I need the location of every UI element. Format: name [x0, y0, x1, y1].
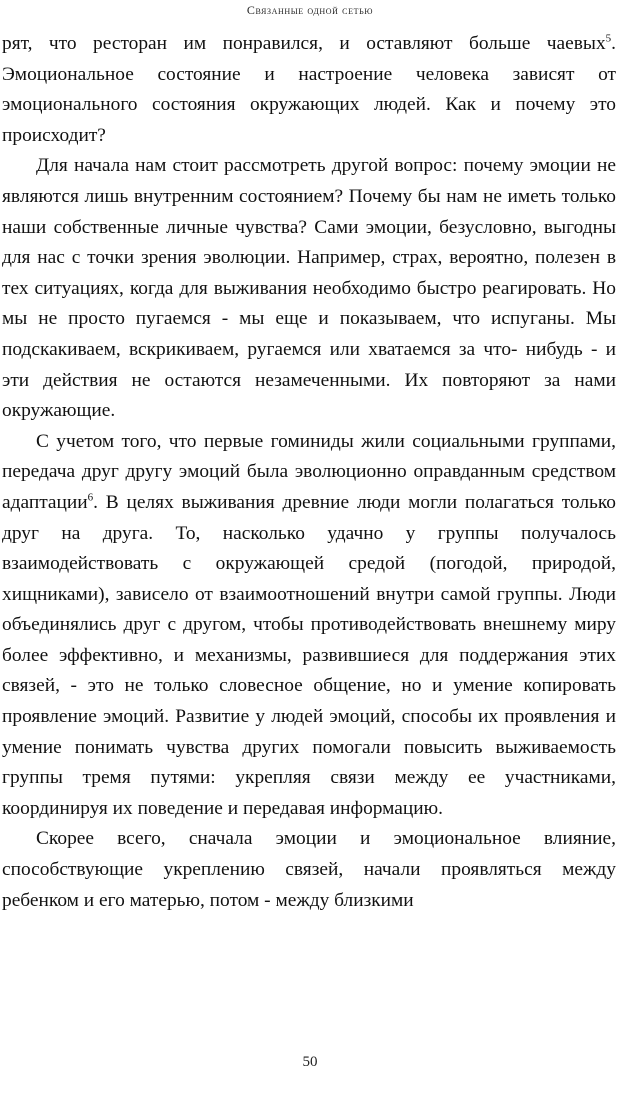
footnote-ref-5: 5 — [605, 32, 612, 45]
paragraph-3 — [2, 427, 616, 825]
body-text — [2, 29, 616, 916]
paragraph-1-text-a: рят, что ресторан им понравился, и оставляют больше чаевых — [2, 33, 606, 54]
running-title: Связанные одной сетью — [246, 3, 374, 17]
paragraph-1 — [2, 29, 616, 151]
paragraph-4: Скорее всего, сначала эмоции и эмоциональное влияние, способствующие укреплению связей, начали проявляться между ребенком и его матерью, потом - между близкими — [2, 828, 616, 911]
footnote-ref-6: 6 — [87, 491, 94, 504]
page-number: 50 — [302, 1054, 318, 1070]
paragraph-1-text-b: . Эмоциональное состояние и настроение человека зависят от эмоционального состояния окружающих людей. Как и почему это происходит? — [2, 33, 616, 146]
paragraph-3-text-a: С учетом того, что первые гоминиды жили социальными группами, передача друг другу эмоций была эволюционно оправданным средством адаптации — [2, 430, 616, 513]
paragraph-3-text-b: . В целях выживания древние люди могли полагаться только друг на друга. То, насколько удачно у группы получалось взаимодействовать с окружающей средой (погодой, природой, хищниками), зависело от взаимоотношений внутри самой группы. Люди объединялись друг с другом, чтобы противодействовать внешнему миру более эффективно, и механизмы, развившиеся для поддержания этих связей, - это не только словесное общение, но и умение копировать проявление эмоций. Развитие у людей эмоций, способы их проявления и умение понимать чувства других помогали повысить выживаемость группы тремя путями: укрепляя связи между ее участниками, координируя их поведение и передавая информацию. — [2, 491, 616, 819]
paragraph-2: Для начала нам стоит рассмотреть другой вопрос: почему эмоции не являются лишь внутренним состоянием? Почему бы нам не иметь только наши собственные личные чувства? Сами эмоции, безусловно, выгодны для нас с точки зрения эволюции. Например, страх, вероятно, полезен в тех ситуациях, когда для выживания необходимо быстро реагировать. Но мы не просто пугаемся - мы еще и показываем, что испуганы. Мы подскакиваем, вскрикиваем, ругаемся или хватаемся за что- нибудь - и эти действия не остаются незамеченными. Их повторяют за нами окружающие. — [2, 155, 616, 422]
